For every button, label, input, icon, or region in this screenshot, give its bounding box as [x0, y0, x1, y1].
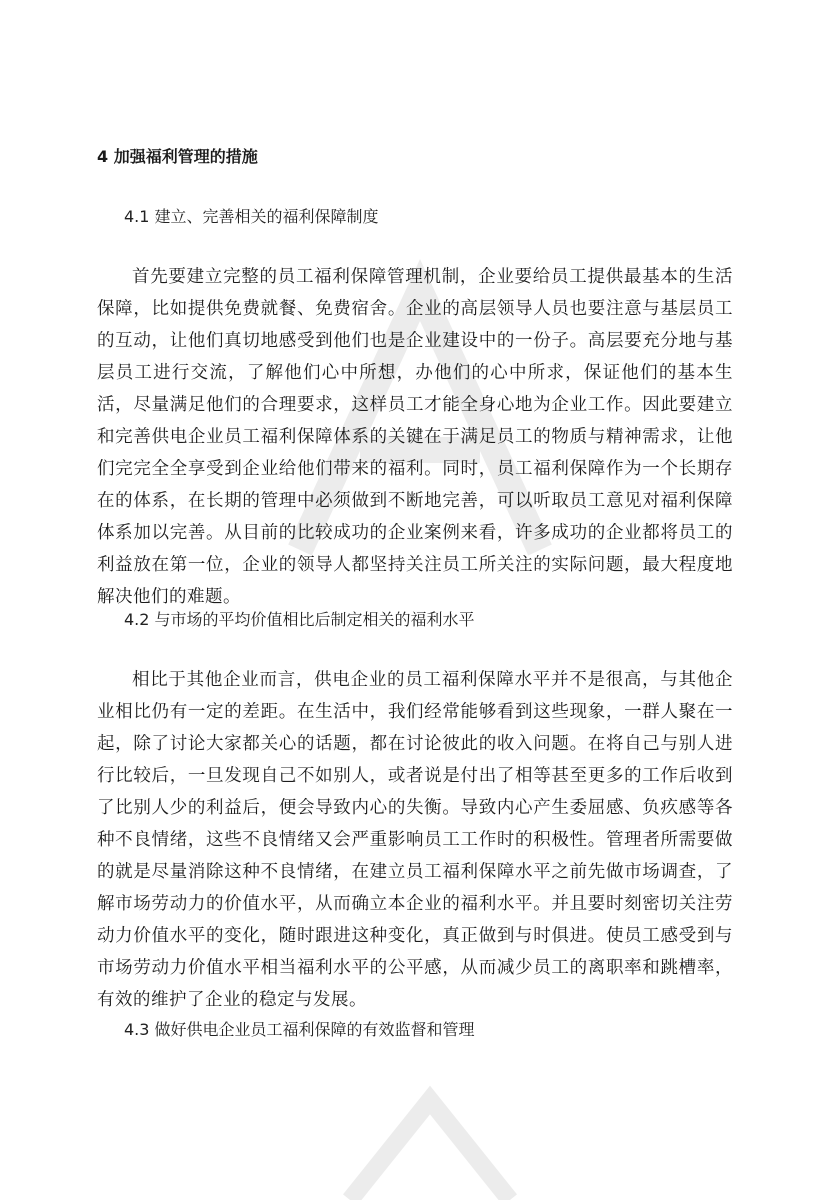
section-title: 4 加强福利管理的措施	[97, 147, 258, 166]
paragraph-4-2: 相比于其他企业而言，供电企业的员工福利保障水平并不是很高，与其他企业相比仍有一定的差距。在生活中，我们经常能够看到这些现象，一群人聚在一起，除了讨论大家都关心的话题，都在讨论彼此的收入问题。在将自己与别人进行比较后，一旦发现自己不如别人，或者说是付出了相等甚至更多的工作后收到了比别人少的利益后，便会导致内心的失衡。导致内心产生委屈感、负疚感等各种不良情绪，这些不良情绪又会严重影响员工工作时的积极性。管理者所需要做的就是尽量消除这种不良情绪，在建立员工福利保障水平之前先做市场调查，了解市场劳动力的价值水平，从而确立本企业的福利水平。并且要时刻密切关注劳动力价值水平的变化，随时跟进这种变化，真正做到与时俱进。使员工感受到与市场劳动力价值水平相当福利水平的公平感，从而减少员工的离职率和跳槽率，有效的维护了企业的稳定与发展。	[97, 670, 733, 1010]
subsection-heading-4-3: 4.3 做好供电企业员工福利保障的有效监督和管理	[124, 1020, 475, 1039]
subsection-heading-4-2: 4.2 与市场的平均价值相比后制定相关的福利水平	[124, 610, 475, 629]
paragraph-4-1: 首先要建立完整的员工福利保障管理机制，企业要给员工提供最基本的生活保障，比如提供免费就餐、免费宿舍。企业的高层领导人员也要注意与基层员工的互动，让他们真切地感受到他们也是企业建设中的一份子。高层要充分地与基层员工进行交流，了解他们心中所想，办他们的心中所求，保证他们的基本生活，尽量满足他们的合理要求，这样员工才能全身心地为企业工作。因此要建立和完善供电企业员工福利保障体系的关键在于满足员工的物质与精神需求，让他们完完全全享受到企业给他们带来的福利。同时，员工福利保障作为一个长期存在的体系，在长期的管理中必须做到不断地完善，可以听取员工意见对福利保障体系加以完善。从目前的比较成功的企业案例来看，许多成功的企业都将员工的利益放在第一位，企业的领导人都坚持关注员工所关注的实际问题，最大程度地解决他们的难题。	[97, 267, 733, 607]
watermark-logo-icon	[330, 1080, 530, 1200]
subsection-heading-4-1: 4.1 建立、完善相关的福利保障制度	[124, 207, 379, 226]
